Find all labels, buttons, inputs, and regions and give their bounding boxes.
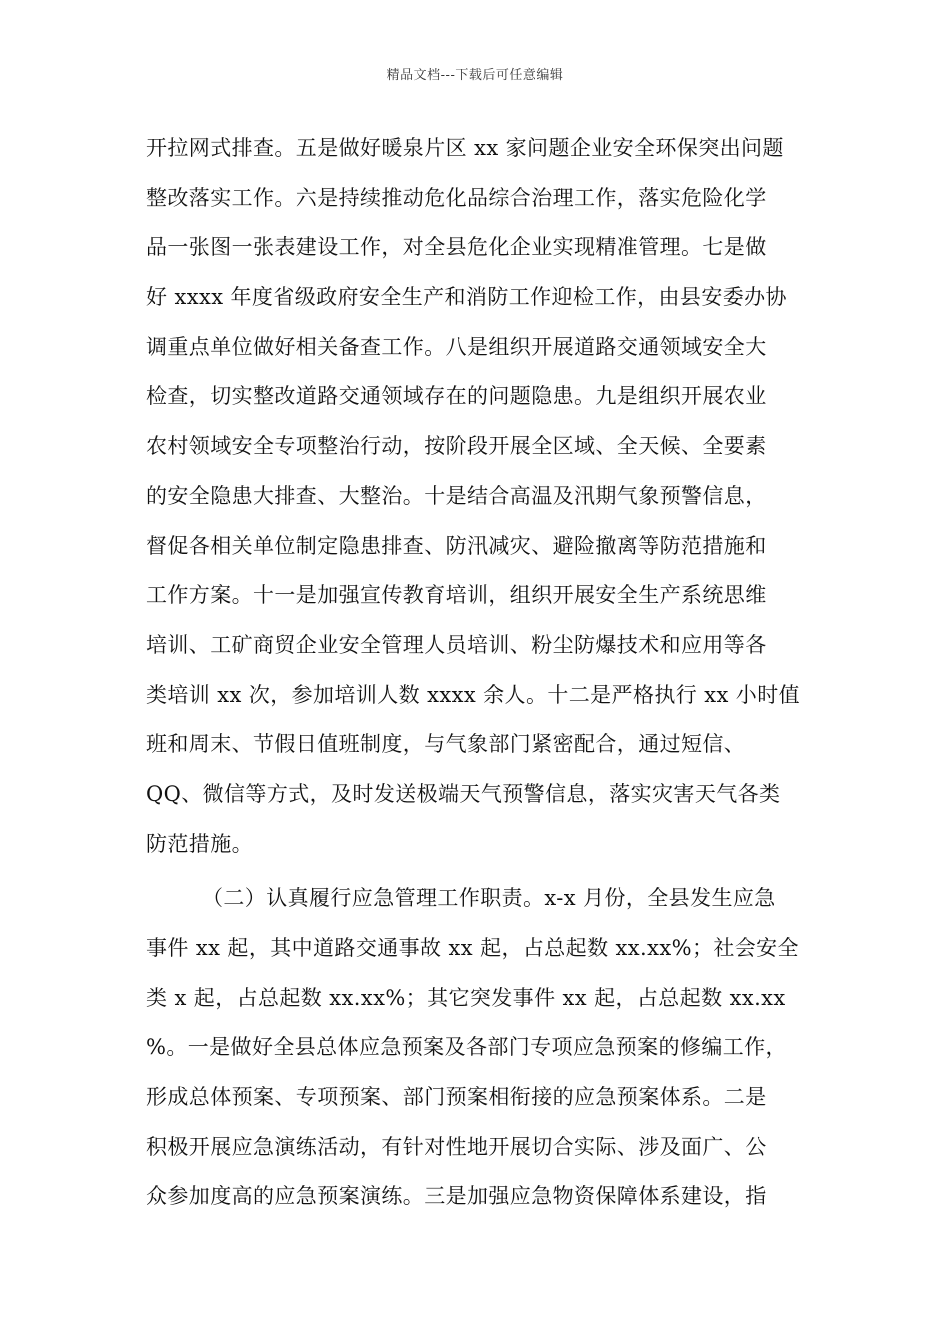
text-line: 培训、工矿商贸企业安全管理人员培训、粉尘防爆技术和应用等各 [146,632,767,657]
text-line: 积极开展应急演练活动，有针对性地开展切合实际、涉及面广、公 [146,1134,767,1159]
text-line: （二）认真履行应急管理工作职责。x-x 月份，全县发生应急 [202,886,776,911]
text-line: 整改落实工作。六是持续推动危化品综合治理工作，落实危险化学 [146,185,767,210]
text-line: 督促各相关单位制定隐患排查、防汛减灾、避险撤离等防范措施和 [146,533,767,558]
text-line: 事件 xx 起，其中道路交通事故 xx 起，占总起数 xx.xx%；社会安全 [146,936,799,960]
text-line: 工作方案。十一是加强宣传教育培训，组织开展安全生产系统思维 [146,583,767,608]
text-line: 检查，切实整改道路交通领域存在的问题隐患。九是组织开展农业 [146,384,767,409]
text-line: 类培训 xx 次，参加培训人数 xxxx 余人。十二是严格执行 xx 小时值 [146,682,800,707]
text-line: 类 x 起，占总起数 xx.xx%；其它突发事件 xx 起，占总起数 xx.xx [146,985,786,1010]
paragraph [146,124,836,869]
document-body [146,124,836,1222]
text-line: QQ、微信等方式，及时发送极端天气预警信息，落实灾害天气各类 [146,781,781,806]
text-line: 防范措施。 [146,831,253,856]
page-header: 精品文档---下载后可任意编辑 [386,68,564,83]
text-line: 众参加度高的应急预案演练。三是加强应急物资保障体系建设，指 [146,1184,767,1209]
text-line: 形成总体预案、专项预案、部门预案相衔接的应急预案体系。二是 [146,1085,767,1110]
text-line: 农村领域安全专项整治行动，按阶段开展全区域、全天候、全要素 [146,434,767,459]
text-line: 的安全隐患大排查、大整治。十是结合高温及汛期气象预警信息， [146,483,767,508]
text-line: 好 xxxx 年度省级政府安全生产和消防工作迎检工作，由县安委办协 [146,285,787,310]
paragraph [146,874,836,1222]
text-line: %。一是做好全县总体应急预案及各部门专项应急预案的修编工作， [146,1035,787,1060]
text-line: 班和周末、节假日值班制度，与气象部门紧密配合，通过短信、 [146,732,746,757]
text-line: 品一张图一张表建设工作，对全县危化企业实现精准管理。七是做 [146,235,767,260]
text-line: 开拉网式排查。五是做好暖泉片区 xx 家问题企业安全环保突出问题 [146,136,784,160]
text-line: 调重点单位做好相关备查工作。八是组织开展道路交通领域安全大 [146,334,767,359]
